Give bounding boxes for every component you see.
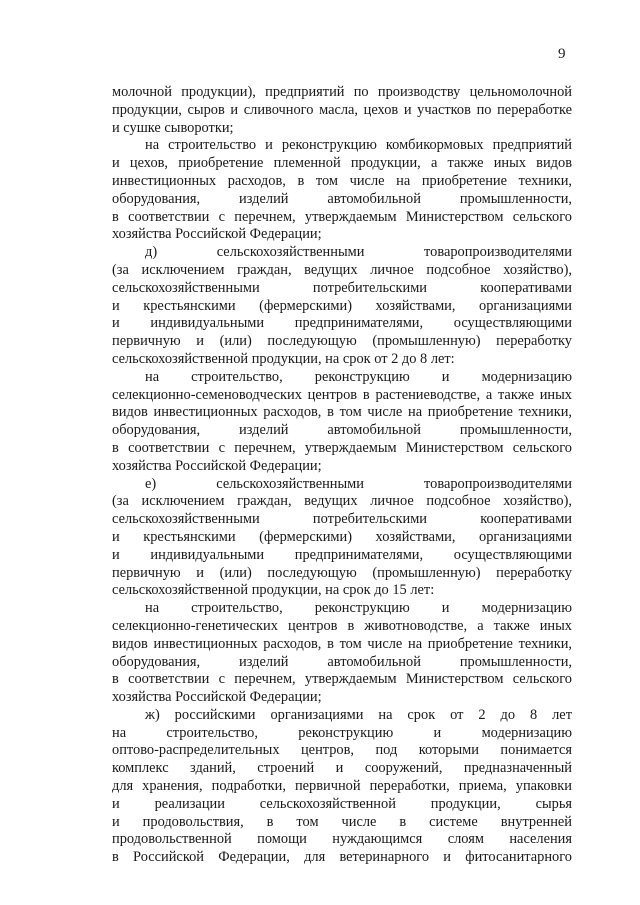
text-line: в Российской Федерации, для ветеринарного и фитосанитарного — [112, 849, 572, 866]
page-number: 9 — [558, 46, 566, 62]
text-line: (за исключением граждан, ведущих личное подсобное хозяйство), — [112, 493, 572, 510]
text-line: и цехов, приобретение племенной продукции, а также иных видов — [112, 155, 572, 172]
text-line: и реализации сельскохозяйственной продукции, сырья — [112, 795, 572, 812]
text-line: на строительство и реконструкцию комбикормовых предприятий — [145, 137, 572, 154]
text-line: инвестиционных расходов, в том числе на приобретение техники, — [112, 172, 572, 189]
text-line: и сушке сыворотки; — [112, 119, 234, 136]
text-line: молочной продукции), предприятий по производству цельномолочной — [112, 84, 572, 100]
text-line: оборудования, изделий автомобильной промышленности, — [112, 422, 572, 439]
text-line: селекционно-генетических центров в животноводстве, а также иных — [112, 617, 572, 634]
text-line: первичную и (или) последующую (промышленную) переработку — [112, 564, 572, 581]
text-line: в соответствии с перечнем, утверждаемым Министерством сельского — [112, 208, 572, 225]
text-line: для хранения, подработки, первичной переработки, приема, упаковки — [112, 778, 572, 795]
text-line: сельскохозяйственной продукции, на срок до 15 лет: — [112, 582, 435, 599]
text-line: на строительство, реконструкцию и модернизацию — [145, 368, 572, 385]
text-line: и индивидуальными предпринимателями, осуществляющими — [112, 315, 572, 332]
text-line: ж) российскими организациями на срок от 2 до 8 лет — [145, 706, 572, 723]
text-line: д) сельскохозяйственными товаропроизводителями — [145, 244, 572, 261]
text-line: и крестьянскими (фермерскими) хозяйствами, организациями — [112, 528, 572, 545]
text-line: комплекс зданий, строений и сооружений, предназначенный — [112, 760, 572, 777]
text-line: и индивидуальными предпринимателями, осуществляющими — [112, 546, 572, 563]
text-line: в соответствии с перечнем, утверждаемым Министерством сельского — [112, 439, 572, 456]
text-line: сельскохозяйственной продукции, на срок от 2 до 8 лет: — [112, 350, 455, 367]
text-line: селекционно-семеноводческих центров в растениеводстве, а также иных — [112, 386, 572, 403]
text-line: на строительство, реконструкцию и модернизацию — [145, 600, 572, 617]
text-line: видов инвестиционных расходов, в том числе на приобретение техники, — [112, 404, 572, 421]
text-line: (за исключением граждан, ведущих личное подсобное хозяйство), — [112, 261, 572, 278]
text-line: хозяйства Российской Федерации; — [112, 226, 322, 243]
text-line: продукции, сыров и сливочного масла, цехов и участков по переработке — [112, 101, 572, 118]
text-line: в соответствии с перечнем, утверждаемым Министерством сельского — [112, 671, 572, 688]
text-line: оптово-распределительных центров, под которыми понимается — [112, 742, 572, 759]
text-line: оборудования, изделий автомобильной промышленности, — [112, 653, 572, 670]
text-line: сельскохозяйственными потребительскими кооперативами — [112, 511, 572, 528]
text-line: е) сельскохозяйственными товаропроизводителями — [145, 475, 572, 492]
text-line: и продовольствия, в том числе в системе внутренней — [112, 813, 572, 830]
text-line: первичную и (или) последующую (промышленную) переработку — [112, 333, 572, 350]
text-line: сельскохозяйственными потребительскими кооперативами — [112, 279, 572, 296]
text-line: на строительство, реконструкцию и модернизацию — [112, 724, 572, 741]
document-body — [112, 84, 572, 867]
text-line: оборудования, изделий автомобильной промышленности, — [112, 190, 572, 207]
text-line: хозяйства Российской Федерации; — [112, 689, 322, 706]
text-line: продовольственной помощи нуждающимся слоям населения — [112, 831, 572, 848]
text-line: и крестьянскими (фермерскими) хозяйствами, организациями — [112, 297, 572, 314]
text-line: хозяйства Российской Федерации; — [112, 457, 322, 474]
text-line: видов инвестиционных расходов, в том числе на приобретение техники, — [112, 635, 572, 652]
